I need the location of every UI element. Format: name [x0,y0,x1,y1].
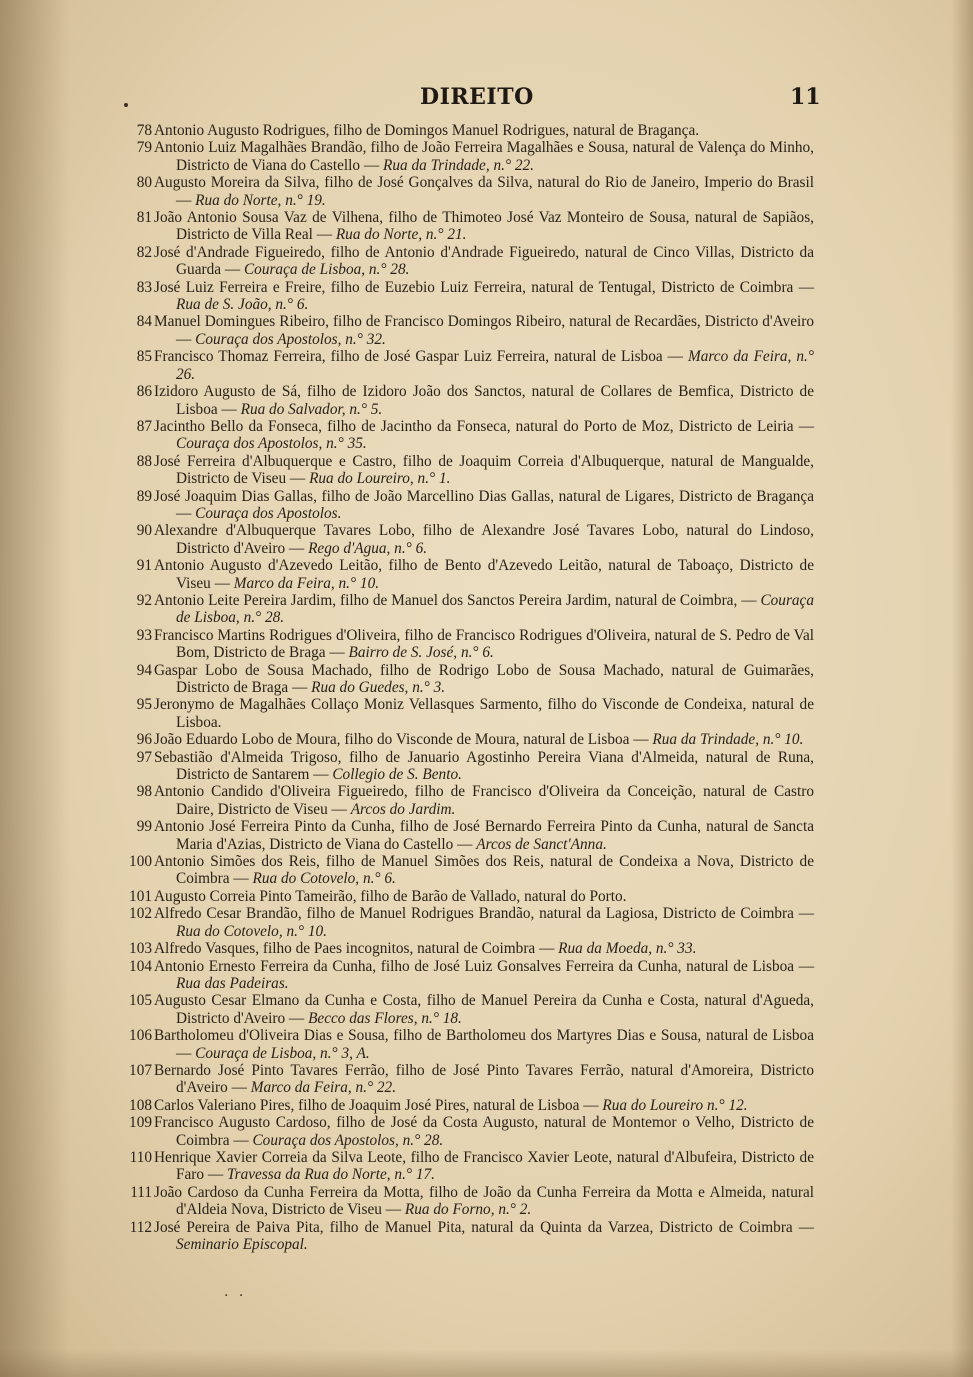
entry-text: Antonio Simões dos Reis, filho de Manuel Simões dos Reis, natural de Condeixa a Nova, Districto de Coimbra — [154,853,814,888]
entry-text: Antonio José Ferreira Pinto da Cunha, filho de José Bernardo Ferreira Pinto da Cunha, natural de Sancta Maria d'Azias, Districto de Viana do Castello — [154,818,814,853]
entry-number: 98 [136,783,152,801]
entry-address: Rua do Cotovelo, n.° 10. [176,922,327,940]
list-item [0,853,814,888]
list-item [0,1114,814,1149]
entry-address: Rua da Moeda, n.° 33. [558,940,697,958]
list-item [0,888,814,905]
entry-text: Izidoro Augusto de Sá, filho de Izidoro João dos Sanctos, natural de Collares de Bemfica, Districto de Lisboa — [154,383,814,418]
list-item [0,1027,814,1062]
entry-text: Augusto Correia Pinto Tameirão, filho de Barão de Vallado, natural do Porto. [154,887,627,905]
list-item [0,818,814,853]
list-item [0,313,814,348]
entry-address: Becco das Flores, n.° 18. [308,1009,462,1027]
entry-text: José Pereira de Paiva Pita, filho de Manuel Pita, natural da Quinta da Varzea, Districto de Coimbra — [154,1218,814,1236]
entry-text: Antonio Augusto d'Azevedo Leitão, filho de Bento d'Azevedo Leitão, natural de Taboaço, Districto de Viseu — [154,557,814,592]
entry-address: Rua de S. João, n.° 6. [176,296,309,314]
entry-address: Arcos de Sanct'Anna. [476,835,607,853]
entry-address: Arcos do Jardim. [350,800,456,818]
entry-number: 105 [129,992,152,1010]
entry-address: Couraça de Lisboa, n.° 3, A. [195,1044,370,1062]
entry-address: Collegio de S. Bento. [332,766,462,784]
entry-number: 91 [136,557,152,575]
page-number: 11 [790,84,821,110]
list-item [0,522,814,557]
entry-text: José d'Andrade Figueiredo, filho de Antonio d'Andrade Figueiredo, natural de Cinco Villas, Districto da Guarda — [154,243,814,279]
student-list [0,122,973,1253]
entry-text: Antonio Leite Pereira Jardim, filho de Manuel dos Sanctos Pereira Jardim, natural de Coimbra, — [154,591,757,609]
entry-text: João Cardoso da Cunha Ferreira da Motta, filho de João da Cunha Ferreira da Motta e Almeida, natural d'Aldeia Nova, Districto de Viseu — [154,1183,814,1219]
entry-address: Rua do Norte, n.° 19. [195,191,326,209]
entry-address: Couraça dos Apostolos, n.° 28. [252,1131,444,1149]
entry-address: Seminario Episcopal. [176,1236,308,1253]
entry-text: Francisco Augusto Cardoso, filho de José da Costa Augusto, natural de Montemor o Velho, Districto de Coimbra — [154,1114,814,1149]
entry-address: Rua do Forno, n.° 2. [404,1201,532,1219]
entry-number: 103 [129,940,152,958]
entry-number: 94 [136,661,152,679]
list-item [0,488,814,523]
entry-text: Antonio Augusto Rodrigues, filho de Domingos Manuel Rodrigues, natural de Bragança. [154,122,700,139]
entry-address: Couraça de Lisboa, n.° 28. [176,591,814,627]
entry-text: Bernardo José Pinto Tavares Ferrão, filho de José Pinto Tavares Ferrão, natural d'Amoreira, Districto d'Aveiro — [154,1061,814,1097]
entry-number: 107 [129,1061,152,1079]
entry-number: 97 [136,748,152,766]
list-item [0,627,814,662]
list-item [0,174,814,209]
entry-text: Augusto Moreira da Silva, filho de José Gonçalves da Silva, natural do Rio de Janeiro, Imperio do Brasil — [154,174,814,209]
entry-text: Jeronymo de Magalhães Collaço Moniz Vellasques Sarmento, filho do Visconde de Condeixa, natural de Lisboa. [154,696,814,731]
entry-number: 112 [129,1218,152,1236]
entry-text: Carlos Valeriano Pires, filho de Joaquim José Pires, natural de Lisboa — [154,1096,599,1114]
list-item [0,244,814,279]
entry-number: 82 [136,243,152,261]
entry-number: 100 [129,853,152,871]
list-item [0,557,814,592]
entry-address: Rua do Loureiro, n.° 1. [309,470,451,488]
entry-text: José Joaquim Dias Gallas, filho de João Marcellino Dias Gallas, natural de Ligares, Districto de Bragança — [154,487,814,522]
entry-number: 108 [129,1096,152,1114]
entry-address: Marco da Feira, n.° 10. [233,574,380,592]
entry-text: José Ferreira d'Albuquerque e Castro, filho de Joaquim Correia d'Albuquerque, natural de Mangualde, Districto de Viseu — [154,452,814,488]
list-item [0,958,814,993]
page-bottom-shadow [0,1349,973,1377]
entry-address: Rua do Cotovelo, n.° 6. [252,870,396,888]
entry-text: Francisco Thomaz Ferreira, filho de José Gaspar Luiz Ferreira, natural de Lisboa — [154,348,683,366]
list-item [0,1184,814,1219]
entry-number: 86 [136,383,152,401]
entry-address: Couraça de Lisboa, n.° 28. [243,261,410,279]
entry-text: Alexandre d'Albuquerque Tavares Lobo, filho de Alexandre José Tavares Lobo, natural do Lindoso, Districto d'Aveiro — [154,522,814,557]
entry-address: Rua do Loureiro n.° 12. [602,1096,748,1114]
entry-address: Rua da Trindade, n.° 10. [652,731,804,749]
entry-text: Bartholomeu d'Oliveira Dias e Sousa, filho de Bartholomeu dos Martyres Dias e Sousa, natural de Lisboa — [154,1027,814,1062]
list-item [0,592,814,627]
entry-number: 87 [136,417,152,435]
entry-text: João Eduardo Lobo de Moura, filho do Visconde de Moura, natural de Lisboa — [154,731,649,749]
entry-text: João Antonio Sousa Vaz de Vilhena, filho de Thimoteo José Vaz Monteiro de Sousa, natural de Sapiãos, Districto de Villa Real — [154,209,814,244]
entry-address: Couraça dos Apostolos. [195,504,342,522]
entry-address: Rego d'Agua, n.° 6. [308,539,428,557]
list-item [0,418,814,453]
entry-address: Rua do Norte, n.° 21. [335,226,467,244]
entry-address: Marco da Feira, n.° 22. [250,1079,397,1097]
list-item [0,348,814,383]
entry-address: Rua do Guedes, n.° 3. [311,679,446,696]
page-title: DIREITO [420,84,534,110]
list-item [0,905,814,940]
entry-number: 88 [136,452,152,470]
list-item [0,731,814,748]
entry-text: Jacintho Bello da Fonseca, filho de Jacintho da Fonseca, natural do Porto de Moz, Districto de Leiria — [154,417,814,435]
entry-number: 85 [136,348,152,366]
list-item [0,1097,814,1114]
entry-number: 99 [136,818,152,836]
entry-number: 96 [136,731,152,749]
entry-address: Rua da Trindade, n.° 22. [382,156,535,174]
list-item [0,279,814,314]
entry-text: Francisco Martins Rodrigues d'Oliveira, filho de Francisco Rodrigues d'Oliveira, natural de S. Pedro de Val Bom, Districto de Braga — [154,626,814,662]
entry-number: 110 [129,1148,152,1166]
entry-number: 104 [129,957,152,975]
list-item [0,1149,814,1184]
list-item [0,696,814,731]
entry-number: 93 [136,626,152,644]
entry-text: Henrique Xavier Correia da Silva Leote, filho de Francisco Xavier Leote, natural d'Albufeira, Districto de Faro — [154,1148,814,1184]
header-bullet-mark [124,103,128,107]
entry-address: Couraça dos Apostolos, n.° 32. [195,330,386,348]
entry-number: 95 [136,696,152,714]
list-item [0,940,814,957]
entry-address: Bairro de S. José, n.° 6. [348,644,494,662]
entry-address: Rua do Salvador, n.° 5. [240,400,383,418]
entry-number: 83 [136,278,152,296]
list-item [0,1062,814,1097]
entry-text: Antonio Candido d'Oliveira Figueiredo, filho de Francisco d'Oliveira da Conceição, natural de Castro Daire, Districto de Viseu — [154,783,814,818]
entry-number: 78 [136,122,152,139]
entry-text: Alfredo Vasques, filho de Paes incognitos, natural de Coimbra — [154,940,555,958]
entry-number: 90 [136,522,152,540]
list-item [0,209,814,244]
entry-number: 109 [129,1114,152,1132]
entry-number: 89 [136,487,152,505]
entry-number: 102 [129,905,152,923]
entry-number: 79 [136,139,152,157]
list-item [0,453,814,488]
entry-address: Marco da Feira, n.° 26. [176,348,814,383]
footer-dots: . . [224,1284,247,1300]
list-item [0,783,814,818]
entry-address: Rua das Padeiras. [176,974,289,992]
entry-number: 80 [136,174,152,192]
entry-text: Alfredo Cesar Brandão, filho de Manuel Rodrigues Brandão, natural da Lagiosa, Districto de Coimbra — [154,905,814,923]
entry-address: Couraça dos Apostolos, n.° 35. [176,435,367,453]
list-item [0,139,814,174]
entry-text: José Luiz Ferreira e Freire, filho de Euzebio Luiz Ferreira, natural de Tentugal, Districto de Coimbra — [154,278,814,296]
entry-number: 92 [136,591,152,609]
list-item [0,992,814,1027]
entry-text: Gaspar Lobo de Sousa Machado, filho de Rodrigo Lobo de Sousa Machado, natural de Guimarães, Districto de Braga — [154,661,814,696]
list-item [0,383,814,418]
entry-text: Antonio Luiz Magalhães Brandão, filho de João Ferreira Magalhães e Sousa, natural de Valença do Minho, Districto de Viana do Castello — [154,139,814,174]
entry-number: 84 [136,313,152,331]
entry-text: Sebastião d'Almeida Trigoso, filho de Januario Agostinho Pereira Viana d'Almeida, natural de Runa, Districto de Santarem — [154,748,814,784]
list-item [0,749,814,784]
entry-address: Travessa da Rua do Norte, n.° 17. [227,1166,435,1184]
entry-number: 101 [129,887,152,905]
list-item [0,662,814,697]
entry-number: 106 [129,1027,152,1045]
list-item [0,1219,814,1254]
entry-text: Manuel Domingues Ribeiro, filho de Francisco Domingos Ribeiro, natural de Recardães, Districto d'Aveiro — [154,313,814,348]
entry-number: 81 [136,209,152,227]
entry-text: Antonio Ernesto Ferreira da Cunha, filho de José Luiz Gonsalves Ferreira da Cunha, natural de Lisboa — [154,957,814,975]
entry-number: 111 [130,1183,152,1201]
entry-text: Augusto Cesar Elmano da Cunha e Costa, filho de Manuel Pereira da Cunha e Costa, natural d'Agueda, Districto d'Aveiro — [154,992,814,1027]
list-item [0,122,814,139]
